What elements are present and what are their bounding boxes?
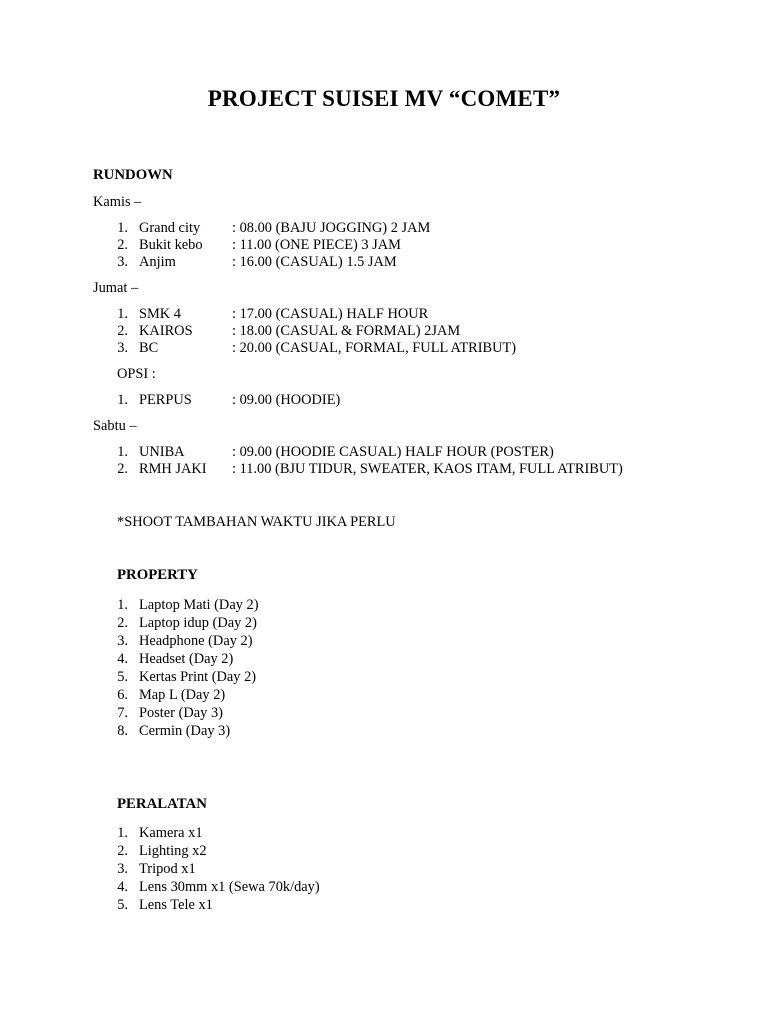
option-label: OPSI : (117, 366, 156, 382)
property-text: Laptop idup (Day 2) (139, 615, 257, 631)
item-number: 7. (117, 705, 128, 721)
property-text: Kertas Print (Day 2) (139, 669, 257, 685)
item-number: 3. (117, 340, 128, 356)
rundown-item (0, 461, 768, 478)
location-name: RMH JAKI (139, 461, 207, 477)
list-item (0, 596, 768, 613)
item-number: 5. (117, 897, 128, 913)
schedule-detail: : 11.00 (ONE PIECE) 3 JAM (232, 237, 401, 253)
rundown-item (0, 220, 768, 237)
item-number: 2. (117, 323, 128, 339)
property-text: Headset (Day 2) (139, 651, 234, 667)
rundown-item (0, 392, 768, 409)
list-item (0, 860, 768, 877)
schedule-detail: : 09.00 (HOODIE) (232, 392, 341, 408)
equipment-text: Tripod x1 (139, 861, 196, 877)
location-name: Bukit kebo (139, 237, 203, 253)
location-name: KAIROS (139, 323, 193, 339)
equipment-text: Lighting x2 (139, 843, 207, 859)
location-name: UNIBA (139, 444, 185, 460)
property-text: Cermin (Day 3) (139, 723, 231, 739)
list-item (0, 614, 768, 631)
item-number: 8. (117, 723, 128, 739)
schedule-detail: : 09.00 (HOODIE CASUAL) HALF HOUR (POSTER) (232, 444, 554, 460)
rundown-item (0, 444, 768, 461)
item-number: 2. (117, 843, 128, 859)
item-number: 1. (117, 392, 128, 408)
list-item (0, 686, 768, 703)
schedule-detail: : 16.00 (CASUAL) 1.5 JAM (232, 254, 397, 270)
item-number: 3. (117, 254, 128, 270)
location-name: Grand city (139, 220, 201, 236)
item-number: 1. (117, 220, 128, 236)
rundown-item (0, 340, 768, 357)
property-heading: PROPERTY (117, 567, 198, 583)
schedule-detail: : 11.00 (BJU TIDUR, SWEATER, KAOS ITAM, FULL ATRIBUT) (232, 461, 623, 477)
list-item (0, 668, 768, 685)
equipment-text: Lens Tele x1 (139, 897, 213, 913)
rundown-item (0, 306, 768, 323)
location-name: Anjim (139, 254, 176, 270)
item-number: 6. (117, 687, 128, 703)
rundown-heading: RUNDOWN (93, 167, 173, 183)
item-number: 1. (117, 597, 128, 613)
list-item (0, 704, 768, 721)
property-text: Laptop Mati (Day 2) (139, 597, 259, 613)
rundown-item (0, 237, 768, 254)
equipment-text: Lens 30mm x1 (Sewa 70k/day) (139, 879, 320, 895)
item-number: 3. (117, 633, 128, 649)
item-number: 3. (117, 861, 128, 877)
schedule-detail: : 20.00 (CASUAL, FORMAL, FULL ATRIBUT) (232, 340, 517, 356)
list-item (0, 842, 768, 859)
item-number: 2. (117, 615, 128, 631)
schedule-detail: : 17.00 (CASUAL) HALF HOUR (232, 306, 429, 322)
shoot-note: *SHOOT TAMBAHAN WAKTU JIKA PERLU (117, 514, 396, 530)
location-name: PERPUS (139, 392, 192, 408)
schedule-detail: : 08.00 (BAJU JOGGING) 2 JAM (232, 220, 431, 236)
day-label-kamis: Kamis – (93, 194, 142, 210)
page-title: PROJECT SUISEI MV “COMET” (207, 86, 561, 111)
list-item (0, 824, 768, 841)
property-text: Poster (Day 3) (139, 705, 223, 721)
list-item (0, 896, 768, 913)
location-name: SMK 4 (139, 306, 181, 322)
day-label-jumat: Jumat – (93, 280, 139, 296)
property-text: Map L (Day 2) (139, 687, 226, 703)
location-name: BC (139, 340, 159, 356)
list-item (0, 722, 768, 739)
property-text: Headphone (Day 2) (139, 633, 253, 649)
day-label-sabtu: Sabtu – (93, 418, 137, 434)
item-number: 4. (117, 651, 128, 667)
item-number: 2. (117, 461, 128, 477)
item-number: 1. (117, 306, 128, 322)
peralatan-heading: PERALATAN (117, 796, 207, 812)
item-number: 5. (117, 669, 128, 685)
list-item (0, 632, 768, 649)
item-number: 2. (117, 237, 128, 253)
equipment-text: Kamera x1 (139, 825, 203, 841)
list-item (0, 878, 768, 895)
rundown-item (0, 254, 768, 271)
list-item (0, 650, 768, 667)
item-number: 1. (117, 825, 128, 841)
rundown-item (0, 323, 768, 340)
item-number: 4. (117, 879, 128, 895)
schedule-detail: : 18.00 (CASUAL & FORMAL) 2JAM (232, 323, 461, 339)
item-number: 1. (117, 444, 128, 460)
